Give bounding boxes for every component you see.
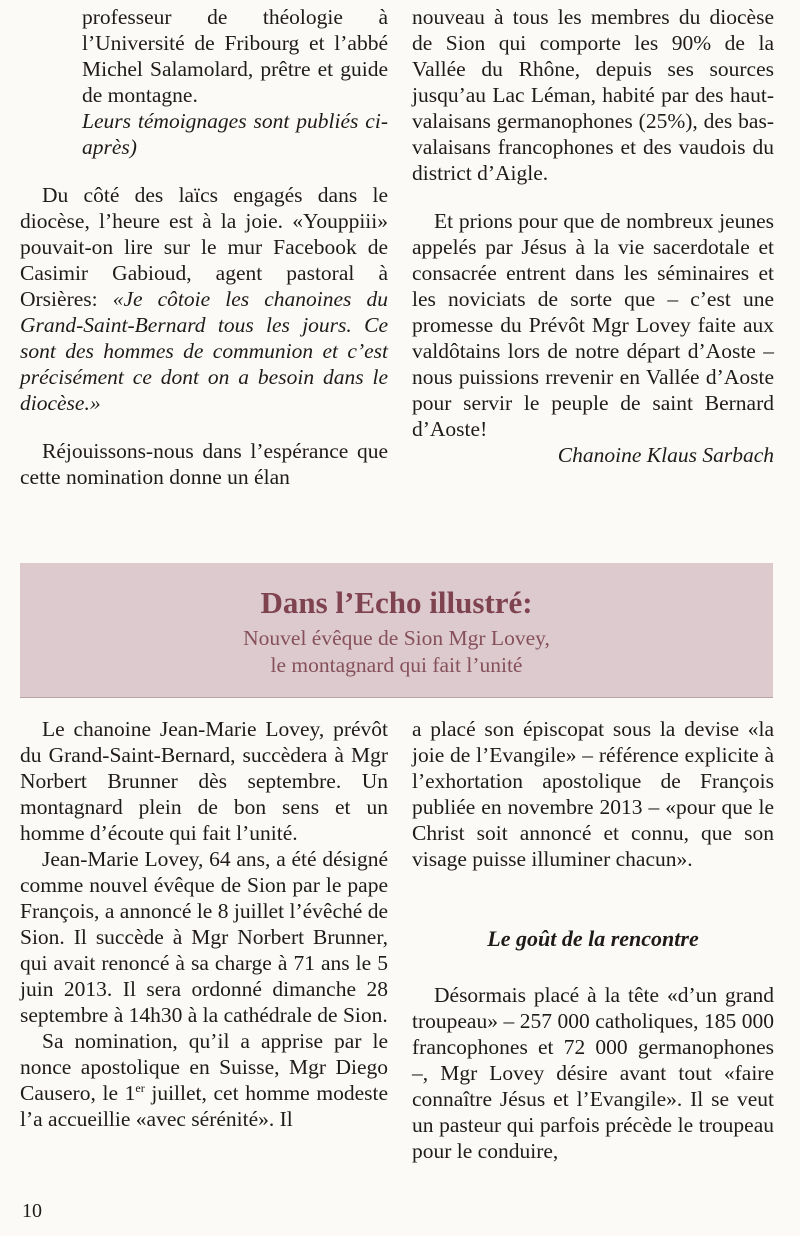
paragraph-nomination [20, 1028, 388, 1132]
nomination-text-start: Sa nomination, qu’il a apprise par le nonce apostolique en Suisse, Mgr Diego Causero, le 1 [20, 1029, 388, 1105]
intro-note: Leurs témoignages sont publiés ci-après) [82, 109, 388, 159]
paragraph-laics [20, 182, 388, 416]
echo-illustre-banner [20, 563, 773, 698]
section-heading: Le goût de la rencontre [487, 926, 699, 951]
ordinal-superscript: er [135, 1080, 145, 1095]
paragraph-chanoine: Le chanoine Jean-Marie Lovey, prévôt du Grand-Saint-Bernard, succèdera à Mgr Norbert Brunner dès septembre. Un montagnard plein de bon sens et un homme d’écoute qui fait l’unité. [20, 717, 388, 845]
paragraph-laics-quote: «Je côtoie les chanoines du Grand-Saint-Bernard tous les jours. Ce sont des hommes de communion et c’est précisément ce dont on a besoin dans le diocèse.» [20, 287, 388, 415]
paragraph-designe: Jean-Marie Lovey, 64 ans, a été désigné comme nouvel évêque de Sion par le pape François, a annoncé le 8 juillet l’évêché de Sion. Il succède à Mgr Norbert Brunner, qui avait renoncé à sa charge à 71 ans le 5 juin 2013. Il sera ordonné dimanche 28 septembre à 14h30 à la cathédrale de Sion. [20, 847, 388, 1027]
banner-subtitle-line2: le montagnard qui fait l’unité [270, 653, 523, 677]
paragraph-rejouissons: Réjouissons-nous dans l’espérance que cette nomination donne un élan [20, 439, 388, 489]
intro-text: professeur de théologie à l’Université de Fribourg et l’abbé Michel Salamolard, prêtre et guide de montagne. [82, 5, 388, 107]
paragraph-prions: Et prions pour que de nombreux jeunes appelés par Jésus à la vie sacerdotale et consacrée entrent dans les séminaires et les noviciats de sorte que – c’est une promesse du Prévôt Mgr Lovey faite aux valdôtains lors de notre départ d’Aoste – nous puissions rrevenir en Vallée d’Aoste pour servir le peuple de saint Bernard d’Aoste! [412, 209, 774, 441]
column-top-left [20, 4, 388, 490]
column-bottom-right [412, 716, 774, 1164]
paragraph-nouveau: nouveau à tous les membres du diocèse de Sion qui comporte les 90% de la Vallée du Rhône, depuis ses sources jusqu’au Lac Léman, habité par des haut-valaisans germanophones (25%), des bas-valaisans francophones et des vaudois du district d’Aigle. [412, 5, 774, 185]
paragraph-episcopat: a placé son épiscopat sous la devise «la joie de l’Evangile» – référence explicite à l’exhortation apostolique de François publiée en novembre 2013 – «pour que le Christ soit annoncé et connu, que son visage puisse illuminer chacun». [412, 717, 774, 871]
column-top-right [412, 4, 774, 468]
paragraph-desormais: Désormais placé à la tête «d’un grand troupeau» – 257 000 catholiques, 185 000 francophones et 72 000 germanophones –, Mgr Lovey désire avant tout «faire connaître Jésus et l’Evangile». Il se veut un pasteur qui parfois précède le troupeau pour le conduire, [412, 983, 774, 1163]
page-number: 10 [22, 1200, 42, 1222]
signature: Chanoine Klaus Sarbach [557, 443, 774, 467]
nomination-text-end: juillet, cet homme modeste l’a accueillie «avec sérénité». Il [20, 1081, 388, 1131]
banner-title: Dans l’Echo illustré: [260, 585, 533, 620]
banner-subtitle-line1: Nouvel évêque de Sion Mgr Lovey, [243, 626, 550, 650]
column-bottom-left [20, 716, 388, 1132]
paragraph-laics-text: Du côté des laïcs engagés dans le diocèse, l’heure est à la joie. «Youppiii» pouvait-on lire sur le mur Facebook de Casimir Gabioud, agent pastoral à Orsières: [20, 183, 388, 311]
